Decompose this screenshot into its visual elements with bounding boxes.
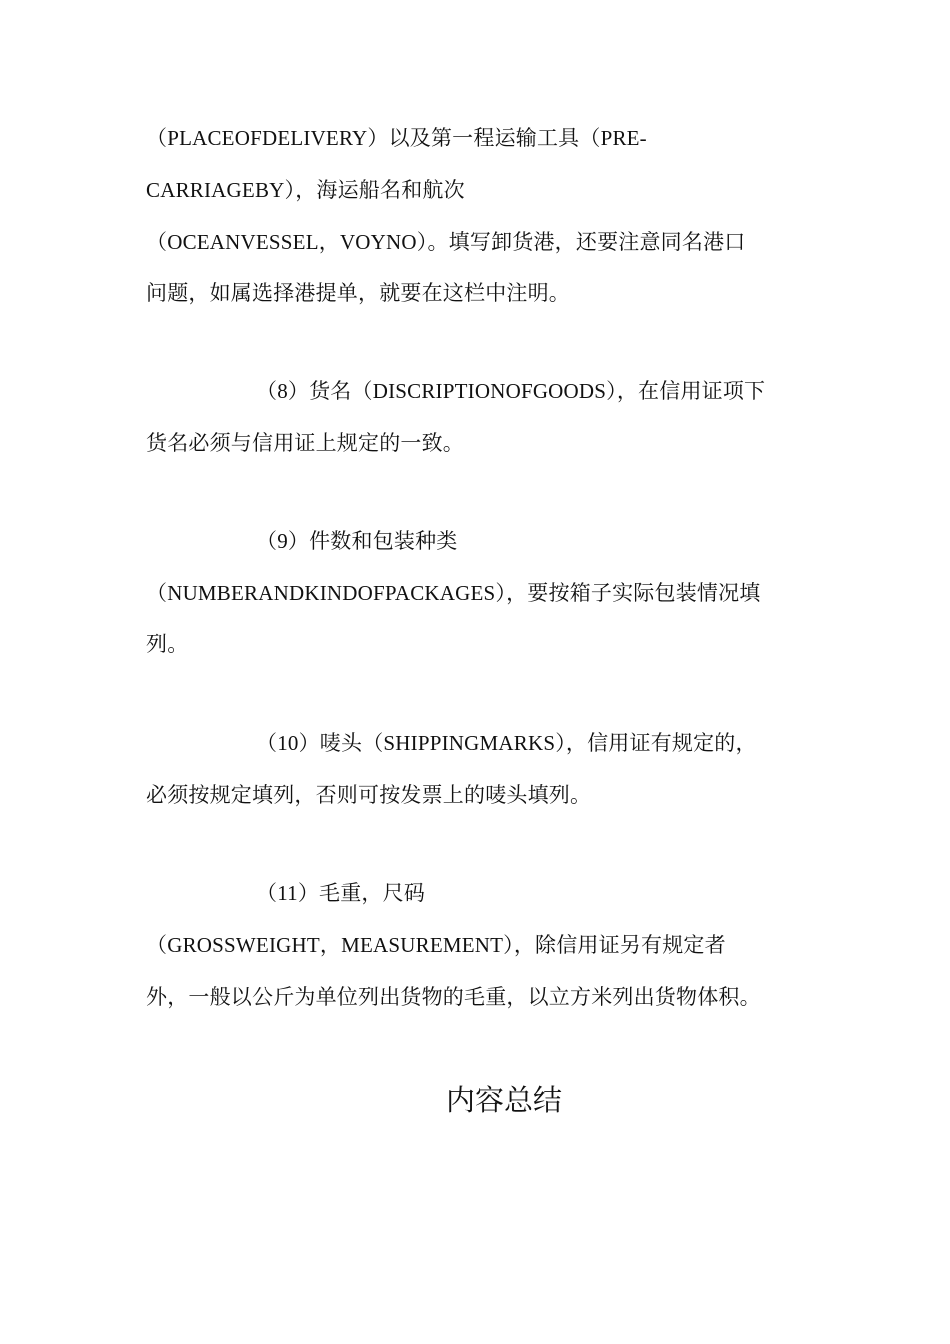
paragraph-line: （OCEANVESSEL，VOYNO）。填写卸货港，还要注意同名港口 <box>146 230 746 254</box>
paragraph-line: CARRIAGEBY），海运船名和航次 <box>146 178 465 202</box>
paragraph-line: （PLACEOFDELIVERY）以及第一程运输工具（PRE- <box>146 126 647 150</box>
item-11-line: （11）毛重，尺码 <box>256 881 426 905</box>
paragraph-line: 货名必须与信用证上规定的一致。 <box>146 431 464 455</box>
paragraph-line: 问题，如属选择港提单，就要在这栏中注明。 <box>146 281 570 305</box>
paragraph-line: （NUMBERANDKINDOFPACKAGES），要按箱子实际包装情况填 <box>146 581 761 605</box>
paragraph-line: 列。 <box>146 632 189 656</box>
summary-heading: 内容总结 <box>445 1085 562 1117</box>
paragraph-line: 必须按规定填列，否则可按发票上的唛头填列。 <box>146 783 592 807</box>
item-8-line: （8）货名（DISCRIPTIONOFGOODS），在信用证项下 <box>256 379 766 403</box>
paragraph-line: （GROSSWEIGHT，MEASUREMENT），除信用证另有规定者 <box>146 933 726 957</box>
item-9-line: （9）件数和包装种类 <box>256 529 458 553</box>
item-10-line: （10）唛头（SHIPPINGMARKS），信用证有规定的， <box>256 731 757 755</box>
paragraph-line: 外，一般以公斤为单位列出货物的毛重，以立方米列出货物体积。 <box>146 985 761 1009</box>
